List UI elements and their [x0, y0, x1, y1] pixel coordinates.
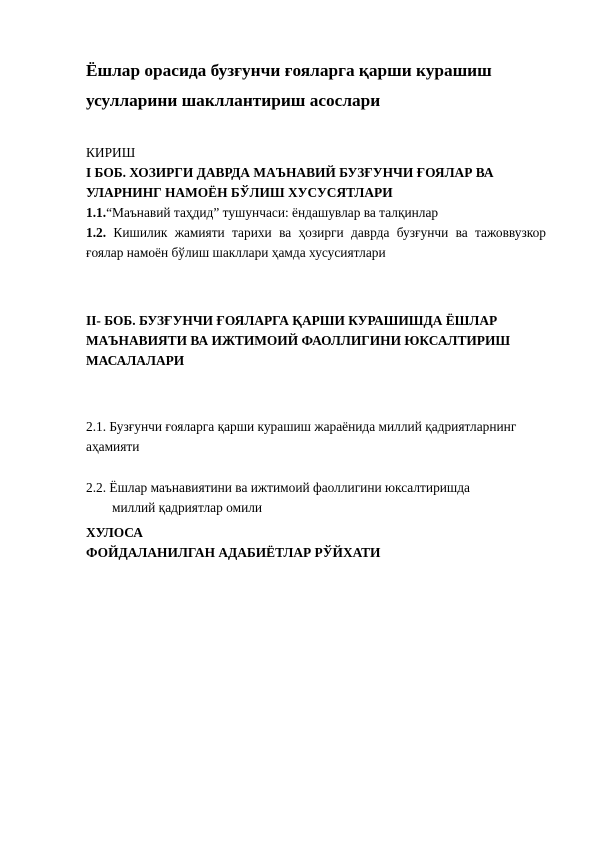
section-1-2	[86, 223, 546, 263]
section-2-2	[86, 478, 546, 518]
references-heading: ФОЙДАЛАНИЛГАН АДАБИЁТЛАР РЎЙХАТИ	[86, 545, 381, 560]
document-title: Ёшлар орасида бузғунчи ғояларга қарши курашиш усулларини шакллантириш асослари	[86, 61, 492, 110]
section-1-1-text: “Маънавий таҳдид” тушунчаси: ёндашувлар ва талқинлар	[106, 205, 439, 220]
section-1-2-text: Кишилик жамияти тарихи ва ҳозирги даврда бузғунчи ва тажоввузкор ғоялар намоён бўлиш шакллари ҳамда хусусиятлари	[86, 225, 546, 260]
chapter1-heading: I БОБ. ХОЗИРГИ ДАВРДА МАЪНАВИЙ БУЗҒУНЧИ ҒОЯЛАР ВА УЛАРНИНГ НАМОЁН БЎЛИШ ХУСУСЯТЛАРИ	[86, 165, 494, 200]
section-1-1	[86, 203, 546, 223]
section-2-1: 2.1. Бузғунчи ғояларга қарши курашиш жараёнида миллий қадриятларнинг аҳамияти	[86, 419, 517, 454]
conclusion-heading: ХУЛОСА	[86, 525, 143, 540]
section-2-2-line2: миллий қадриятлар омили	[112, 500, 263, 515]
chapter2-heading: II- БОБ. БУЗҒУНЧИ ҒОЯЛАРГА ҚАРШИ КУРАШИШДА ЁШЛАР МАЪНАВИЯТИ ВА ИЖТИМОИЙ ФАОЛЛИГИНИ ЮКСАЛТИРИШ МАСАЛАЛАРИ	[86, 313, 511, 368]
intro-heading: КИРИШ	[86, 145, 136, 160]
section-2-2-line1: 2.2. Ёшлар маънавиятини ва ижтимоий фаоллигини юксалтиришда	[86, 480, 470, 495]
section-1-1-number: 1.1.	[86, 205, 107, 220]
section-1-2-number: 1.2.	[86, 225, 107, 240]
